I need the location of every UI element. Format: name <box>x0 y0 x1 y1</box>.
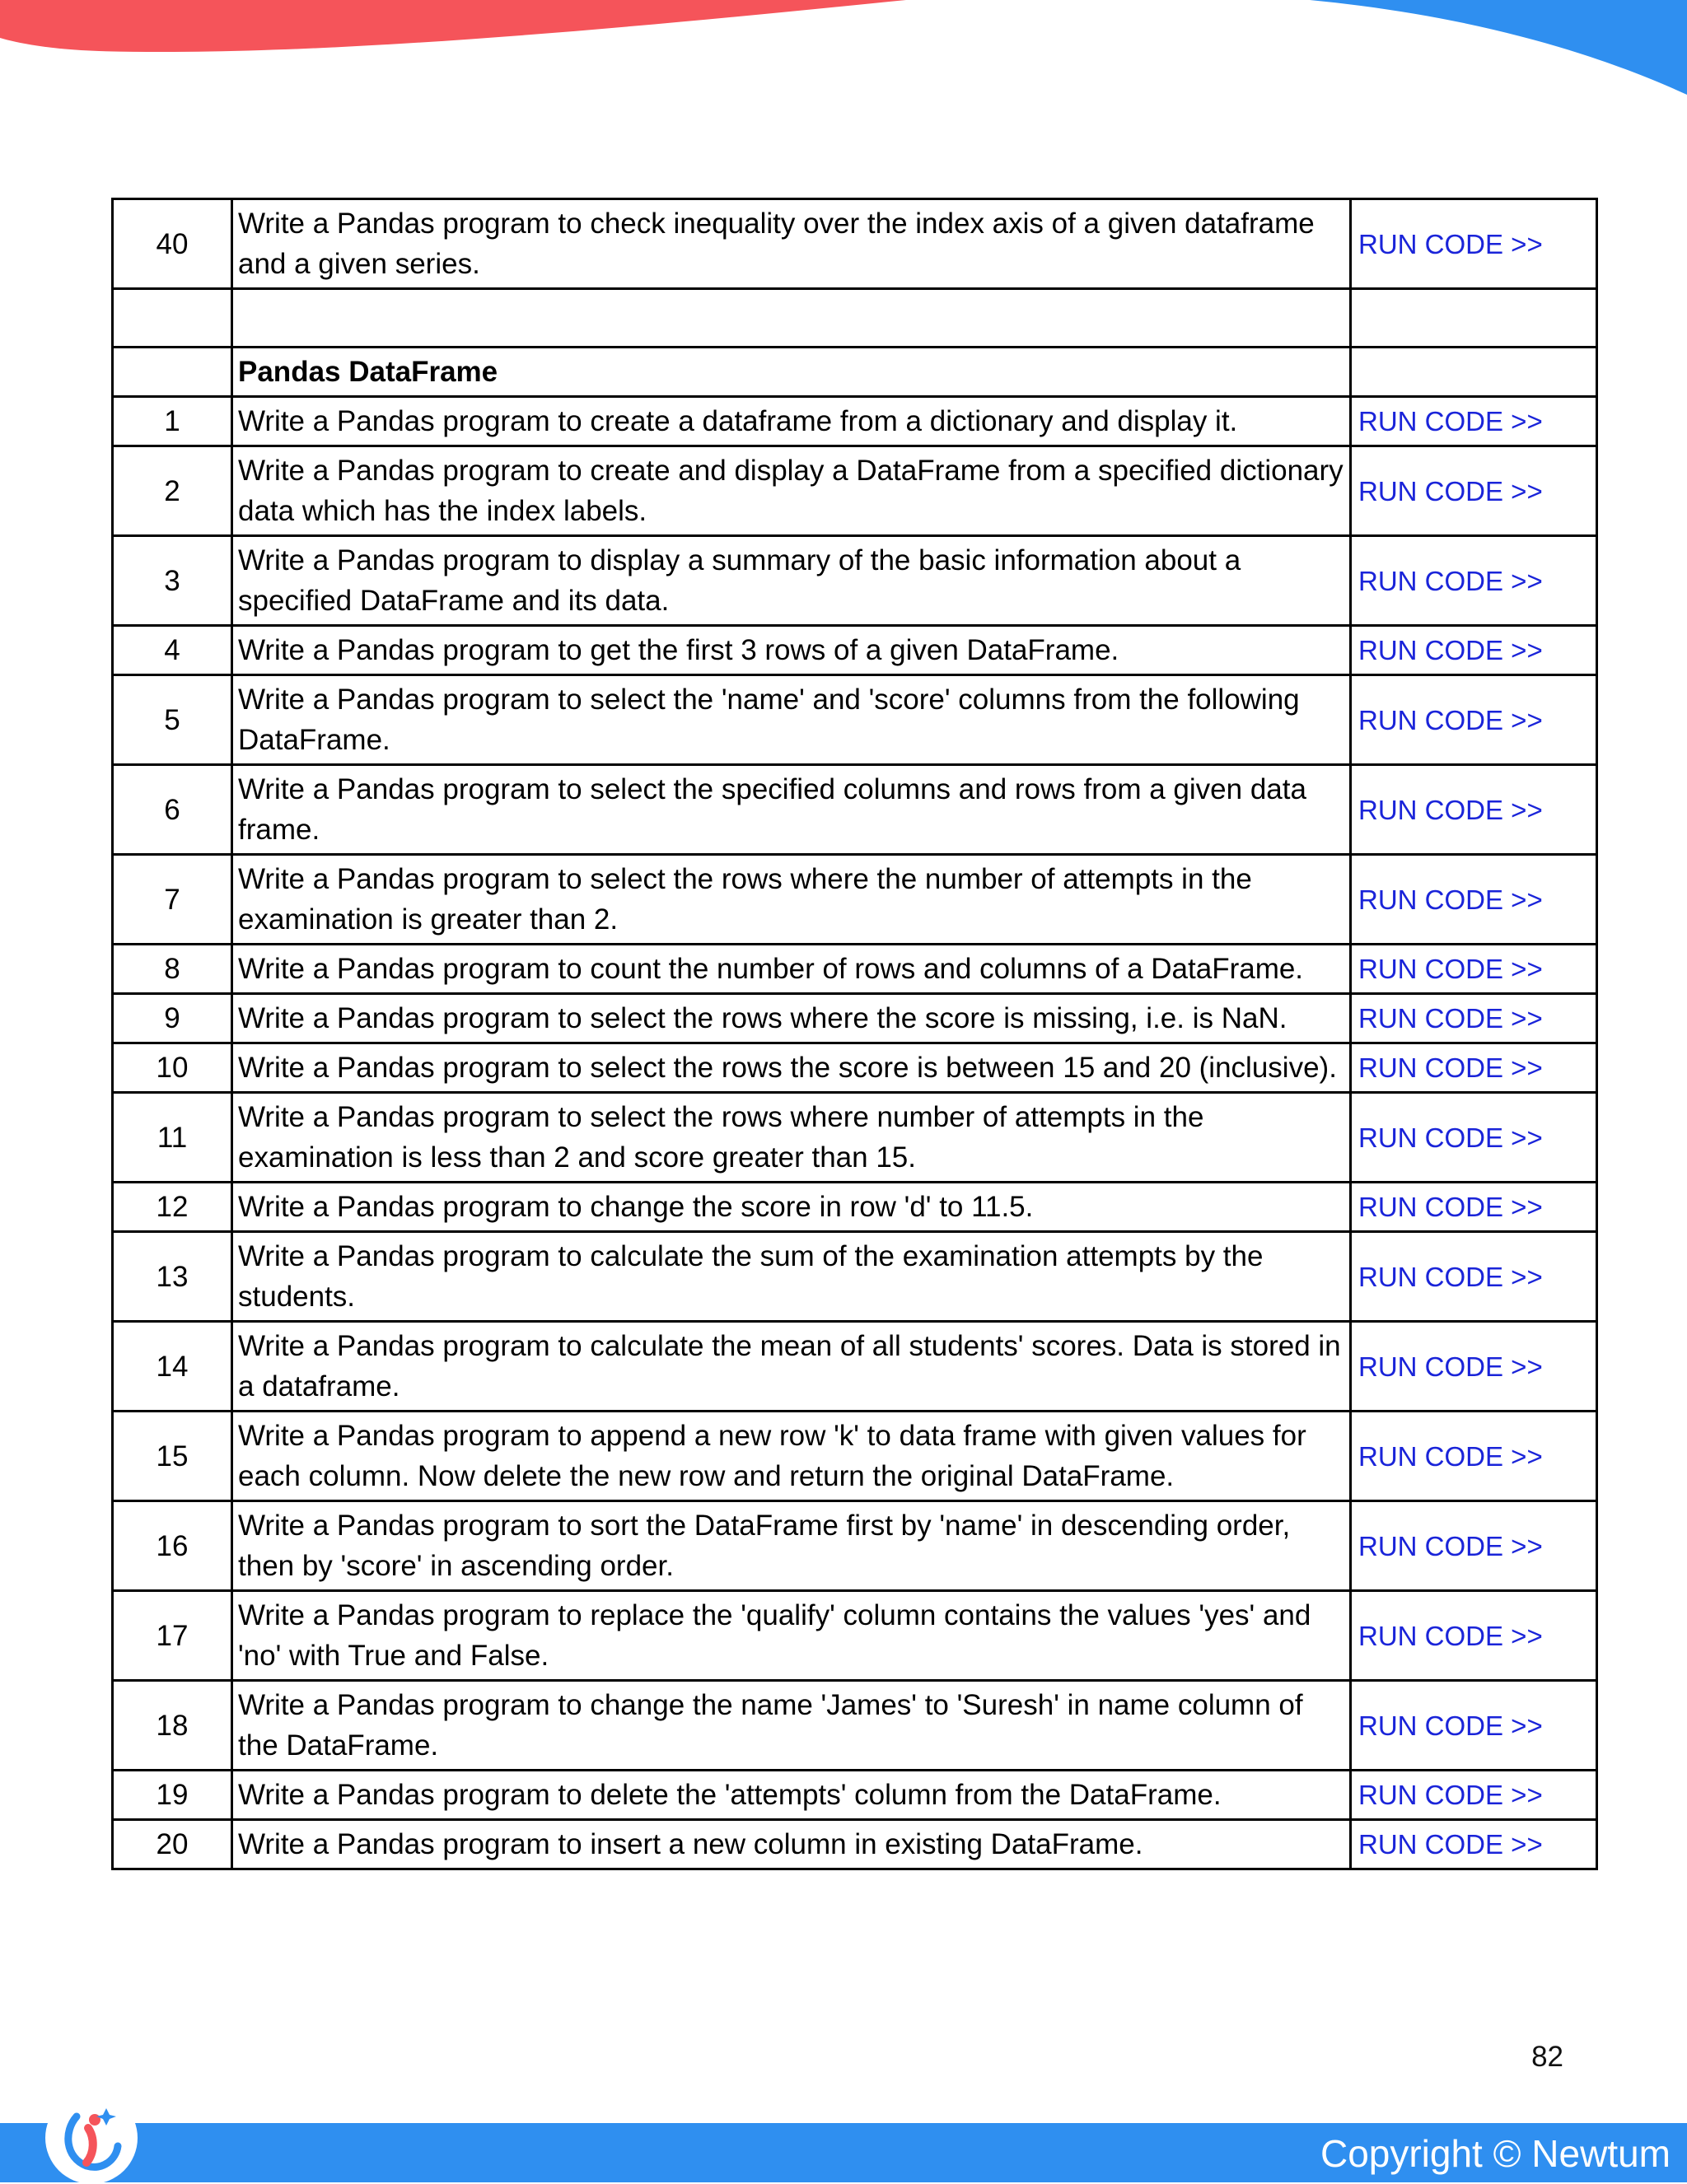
exercise-table-body <box>113 199 1597 1869</box>
exercise-description: Write a Pandas program to count the number of rows and columns of a DataFrame. <box>232 945 1351 994</box>
table-row <box>113 536 1597 626</box>
exercise-description: Write a Pandas program to select the rows where number of attempts in the examination is less than 2 and score greater than 15. <box>232 1093 1351 1183</box>
exercise-description: Write a Pandas program to append a new row 'k' to data frame with given values for each column. Now delete the new row and return the original DataFrame. <box>232 1412 1351 1501</box>
run-code-link[interactable]: RUN CODE >> <box>1358 1530 1543 1561</box>
exercise-description: Write a Pandas program to select the specified columns and rows from a given data frame. <box>232 765 1351 855</box>
exercise-number: 6 <box>113 765 232 855</box>
run-code-cell <box>1351 446 1597 536</box>
section-title: Pandas DataFrame <box>232 348 1351 397</box>
run-code-link[interactable]: RUN CODE >> <box>1358 475 1543 506</box>
exercise-number <box>113 348 232 397</box>
exercise-number: 15 <box>113 1412 232 1501</box>
exercise-description: Write a Pandas program to create and display a DataFrame from a specified dictionary data which has the index labels. <box>232 446 1351 536</box>
table-row <box>113 1681 1597 1771</box>
run-code-cell <box>1351 1820 1597 1869</box>
copyright-text: Copyright © Newtum <box>1320 2132 1671 2175</box>
run-code-cell <box>1351 855 1597 945</box>
run-code-cell <box>1351 1681 1597 1771</box>
run-code-link[interactable]: RUN CODE >> <box>1358 1780 1543 1810</box>
run-code-link[interactable]: RUN CODE >> <box>1358 565 1543 596</box>
newtum-logo-icon <box>45 2092 138 2184</box>
run-code-cell <box>1351 675 1597 765</box>
exercise-number: 3 <box>113 536 232 626</box>
run-code-cell <box>1351 945 1597 994</box>
table-row <box>113 1771 1597 1820</box>
exercise-number: 13 <box>113 1232 232 1322</box>
table-row <box>113 855 1597 945</box>
exercise-description: Write a Pandas program to change the name 'James' to 'Suresh' in name column of the DataFrame. <box>232 1681 1351 1771</box>
table-row <box>113 1322 1597 1412</box>
exercise-description: Write a Pandas program to insert a new column in existing DataFrame. <box>232 1820 1351 1869</box>
exercise-number: 8 <box>113 945 232 994</box>
exercise-number: 20 <box>113 1820 232 1869</box>
exercise-description: Write a Pandas program to calculate the sum of the examination attempts by the students. <box>232 1232 1351 1322</box>
run-code-cell <box>1351 1043 1597 1093</box>
exercise-number: 4 <box>113 626 232 675</box>
run-code-cell <box>1351 1501 1597 1591</box>
exercise-description: Write a Pandas program to select the rows where the number of attempts in the examination is greater than 2. <box>232 855 1351 945</box>
run-code-link[interactable]: RUN CODE >> <box>1358 228 1543 259</box>
exercise-description: Write a Pandas program to sort the DataFrame first by 'name' in descending order, then by 'score' in ascending order. <box>232 1501 1351 1591</box>
table-row <box>113 994 1597 1043</box>
exercise-number: 10 <box>113 1043 232 1093</box>
header-wave-decoration <box>0 0 1687 107</box>
run-code-cell <box>1351 536 1597 626</box>
exercise-number: 11 <box>113 1093 232 1183</box>
table-row <box>113 1412 1597 1501</box>
exercise-description: Write a Pandas program to select the rows the score is between 15 and 20 (inclusive). <box>232 1043 1351 1093</box>
exercise-description: Write a Pandas program to select the 'name' and 'score' columns from the following DataFrame. <box>232 675 1351 765</box>
exercise-number: 2 <box>113 446 232 536</box>
table-row <box>113 1183 1597 1232</box>
table-row <box>113 397 1597 446</box>
run-code-cell <box>1351 994 1597 1043</box>
blank-row <box>113 289 1597 348</box>
exercise-table <box>111 198 1598 1870</box>
exercise-number: 5 <box>113 675 232 765</box>
section-header-row <box>113 348 1597 397</box>
exercise-description: Write a Pandas program to create a dataframe from a dictionary and display it. <box>232 397 1351 446</box>
table-row <box>113 626 1597 675</box>
run-code-link[interactable]: RUN CODE >> <box>1358 635 1543 665</box>
table-row <box>113 1501 1597 1591</box>
run-code-link[interactable]: RUN CODE >> <box>1358 1351 1543 1382</box>
exercise-number: 12 <box>113 1183 232 1232</box>
run-code-link[interactable]: RUN CODE >> <box>1358 1192 1543 1222</box>
exercise-description: Write a Pandas program to select the rows where the score is missing, i.e. is NaN. <box>232 994 1351 1043</box>
run-code-cell <box>1351 289 1597 348</box>
run-code-cell <box>1351 1183 1597 1232</box>
run-code-link[interactable]: RUN CODE >> <box>1358 1620 1543 1651</box>
table-row <box>113 765 1597 855</box>
table-row <box>113 945 1597 994</box>
run-code-cell <box>1351 1771 1597 1820</box>
table-row <box>113 1591 1597 1681</box>
exercise-description: Write a Pandas program to change the score in row 'd' to 11.5. <box>232 1183 1351 1232</box>
exercise-number: 14 <box>113 1322 232 1412</box>
run-code-link[interactable]: RUN CODE >> <box>1358 1003 1543 1034</box>
run-code-cell <box>1351 1322 1597 1412</box>
exercise-description: Write a Pandas program to get the first 3 rows of a given DataFrame. <box>232 626 1351 675</box>
exercise-description <box>232 289 1351 348</box>
exercise-number: 1 <box>113 397 232 446</box>
run-code-cell <box>1351 397 1597 446</box>
table-row <box>113 199 1597 289</box>
table-row <box>113 1232 1597 1322</box>
exercise-description: Write a Pandas program to display a summary of the basic information about a specified DataFrame and its data. <box>232 536 1351 626</box>
run-code-cell <box>1351 626 1597 675</box>
run-code-cell <box>1351 765 1597 855</box>
exercise-number: 40 <box>113 199 232 289</box>
exercise-number: 9 <box>113 994 232 1043</box>
run-code-link[interactable]: RUN CODE >> <box>1358 1829 1543 1860</box>
run-code-cell <box>1351 1591 1597 1681</box>
table-row <box>113 1820 1597 1869</box>
run-code-link[interactable]: RUN CODE >> <box>1358 884 1543 915</box>
run-code-cell <box>1351 1412 1597 1501</box>
exercise-number: 17 <box>113 1591 232 1681</box>
run-code-cell <box>1351 348 1597 397</box>
run-code-link[interactable]: RUN CODE >> <box>1358 954 1543 984</box>
exercise-description: Write a Pandas program to replace the 'qualify' column contains the values 'yes' and 'no' with True and False. <box>232 1591 1351 1681</box>
table-row <box>113 675 1597 765</box>
run-code-link[interactable]: RUN CODE >> <box>1358 406 1543 436</box>
exercise-description: Write a Pandas program to check inequality over the index axis of a given dataframe and a given series. <box>232 199 1351 289</box>
run-code-link[interactable]: RUN CODE >> <box>1358 1440 1543 1472</box>
run-code-cell <box>1351 1232 1597 1322</box>
run-code-link[interactable]: RUN CODE >> <box>1358 1052 1543 1083</box>
exercise-description: Write a Pandas program to delete the 'attempts' column from the DataFrame. <box>232 1771 1351 1820</box>
exercise-number <box>113 289 232 348</box>
exercise-number: 7 <box>113 855 232 945</box>
exercise-number: 16 <box>113 1501 232 1591</box>
run-code-link[interactable]: RUN CODE >> <box>1358 1122 1543 1153</box>
exercise-number: 18 <box>113 1681 232 1771</box>
exercise-description: Write a Pandas program to calculate the mean of all students' scores. Data is stored in a dataframe. <box>232 1322 1351 1412</box>
page-number: 82 <box>1531 2041 1563 2073</box>
table-row <box>113 446 1597 536</box>
run-code-link[interactable]: RUN CODE >> <box>1358 1710 1543 1741</box>
run-code-cell <box>1351 1093 1597 1183</box>
run-code-cell <box>1351 199 1597 289</box>
run-code-link[interactable]: RUN CODE >> <box>1358 704 1543 735</box>
run-code-link[interactable]: RUN CODE >> <box>1358 1261 1543 1292</box>
table-row <box>113 1043 1597 1093</box>
run-code-link[interactable]: RUN CODE >> <box>1358 794 1543 825</box>
exercise-number: 19 <box>113 1771 232 1820</box>
table-row <box>113 1093 1597 1183</box>
